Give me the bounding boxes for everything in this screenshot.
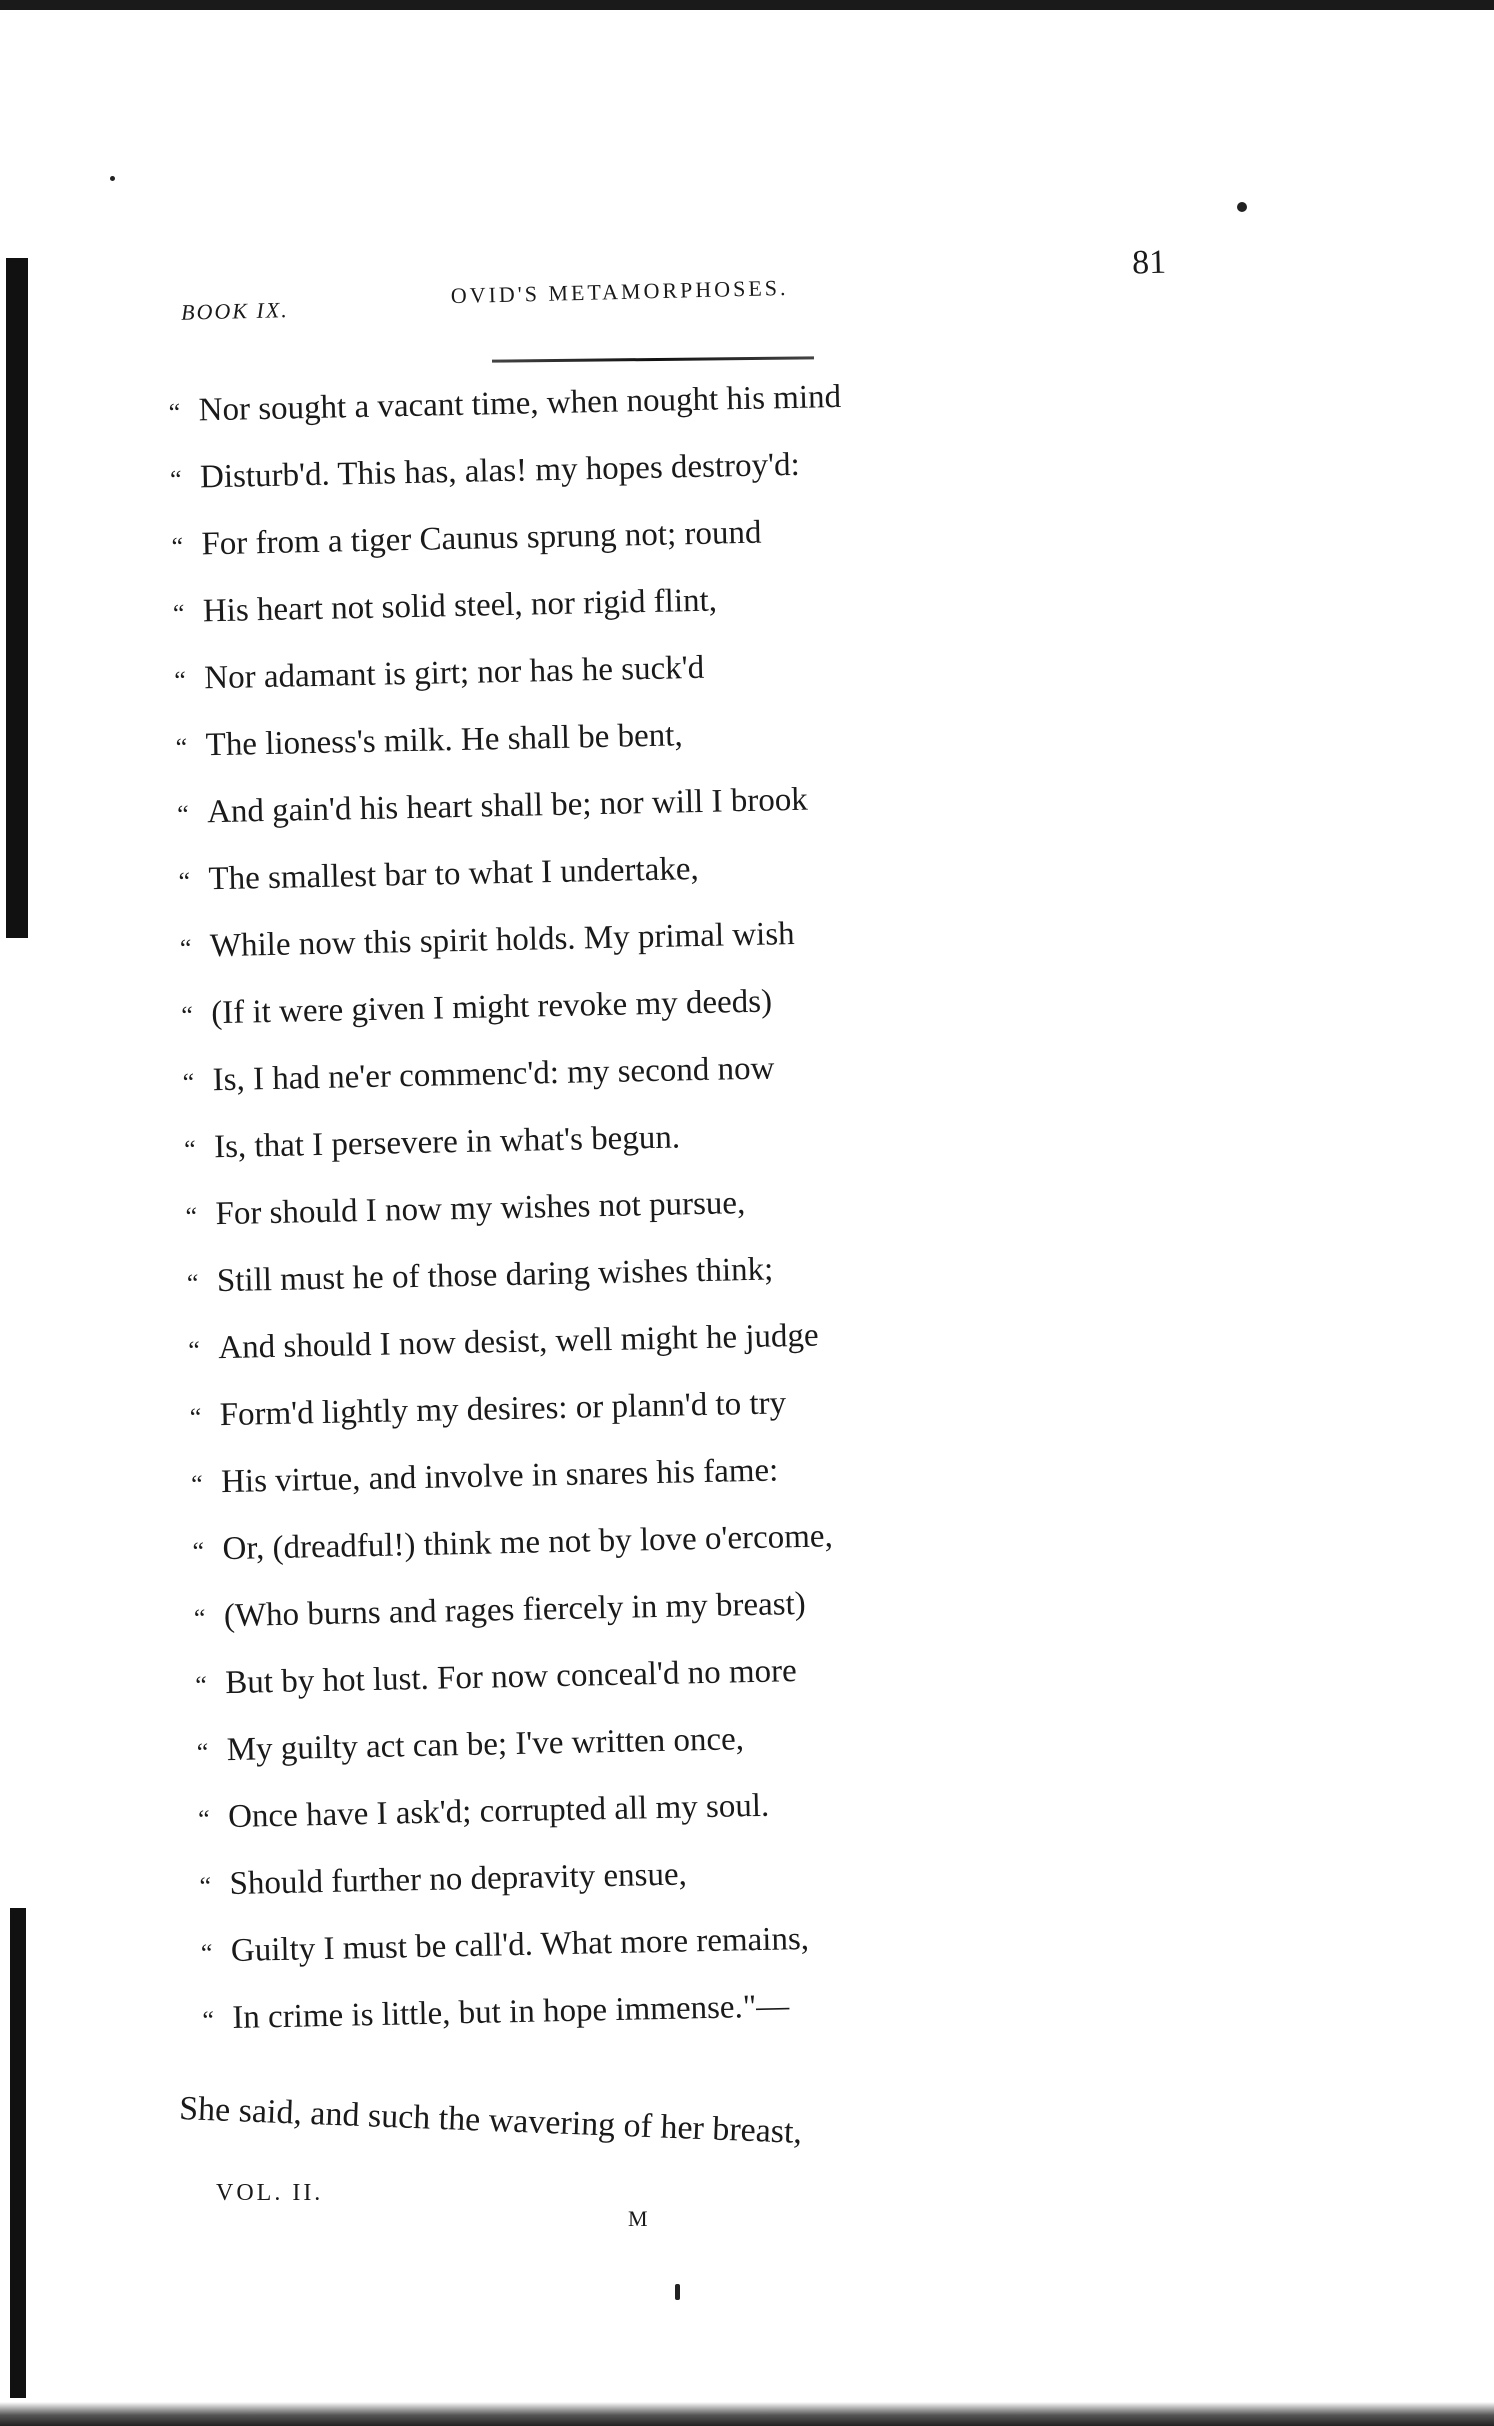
verse-text: Or, (dreadful!) think me not by love o'ercome, [222,1518,834,1568]
quote-mark: “ [178,866,191,896]
book-number: BOOK IX. [180,297,290,325]
verse-text: His virtue, and involve in snares his fame: [220,1452,779,1501]
verse-text: And should I now desist, well might he judge [217,1317,819,1367]
verse-text: Disturb'd. This has, alas! my hopes destroy'd: [199,446,801,496]
verse-text: Once have I ask'd; corrupted all my soul. [227,1787,770,1836]
verse-text: (If it were given I might revoke my deeds) [210,983,773,1032]
ink-speck [675,2284,680,2300]
verse-text: Form'd lightly my desires: or plann'd to try [219,1385,787,1434]
ink-speck [110,176,115,181]
quote-mark: “ [202,2005,215,2035]
verse-text: The lioness's milk. He shall be bent, [205,717,684,764]
quote-mark: “ [197,1804,211,1834]
verse-text: And gain'd his heart shall be; nor will I brook [206,781,809,831]
quote-mark: “ [193,1603,206,1633]
quote-mark: “ [188,1335,201,1365]
gathering-mark: M [628,2206,648,2231]
verse-text: In crime is little, but in hope immense."— [231,1988,790,2037]
verse-text: While now this spirit holds. My primal wish [209,916,795,965]
page-number: 81 [1131,243,1167,282]
verse-text: Is, I had ne'er commenc'd: my second now [212,1050,775,1099]
running-header [170,243,1201,338]
quote-mark: “ [183,1134,197,1164]
header-rule [492,356,814,362]
ink-speck [1237,202,1247,212]
verse-text: Guilty I must be call'd. What more remains, [230,1920,810,1970]
verse-text: His heart not solid steel, nor rigid flint, [202,582,718,630]
verse-text: The smallest bar to what I undertake, [208,850,700,898]
quote-mark: “ [189,1402,202,1432]
quote-mark: “ [182,1067,195,1097]
quote-mark: “ [172,598,185,628]
quote-mark: “ [176,799,189,829]
verse-text: But by hot lust. For now conceal'd no more [224,1653,798,1702]
verse-text: For from a tiger Caunus sprung not; round [201,514,762,563]
quote-mark: “ [190,1469,204,1499]
verse-text: Nor sought a vacant time, when nought his mind [198,378,842,429]
quote-mark: “ [181,1000,194,1030]
quote-mark: “ [168,397,181,427]
quote-mark: “ [196,1737,209,1767]
quote-mark: “ [192,1536,205,1566]
verse-text: Should further no depravity ensue, [229,1856,688,1903]
quote-mark: “ [175,732,188,762]
quote-mark: “ [169,464,182,494]
quote-mark: “ [179,933,192,963]
quote-mark: “ [195,1670,208,1700]
quote-mark: “ [185,1201,198,1231]
quote-mark: “ [171,531,184,561]
quote-mark: “ [186,1268,199,1298]
verse-block [168,358,1143,2052]
verse-text: Nor adamant is girt; nor has he suck'd [203,649,705,697]
verse-text: My guilty act can be; I've written once, [226,1721,745,1769]
verse-text: (Who burns and rages fiercely in my breast) [223,1585,807,1635]
volume-signature: VOL. II. [216,2180,324,2206]
quote-mark: “ [174,665,187,695]
running-title: OVID'S METAMORPHOSES. [450,274,789,309]
quote-mark: “ [199,1871,212,1901]
quote-mark: “ [200,1938,213,1968]
closing-line: She said, and such the wavering of her breast, [178,2090,803,2151]
verse-text: Still must he of those daring wishes think; [216,1251,774,1300]
verse-text: For should I now my wishes not pursue, [215,1185,746,1233]
verse-text: Is, that I persevere in what's begun. [213,1119,681,1166]
